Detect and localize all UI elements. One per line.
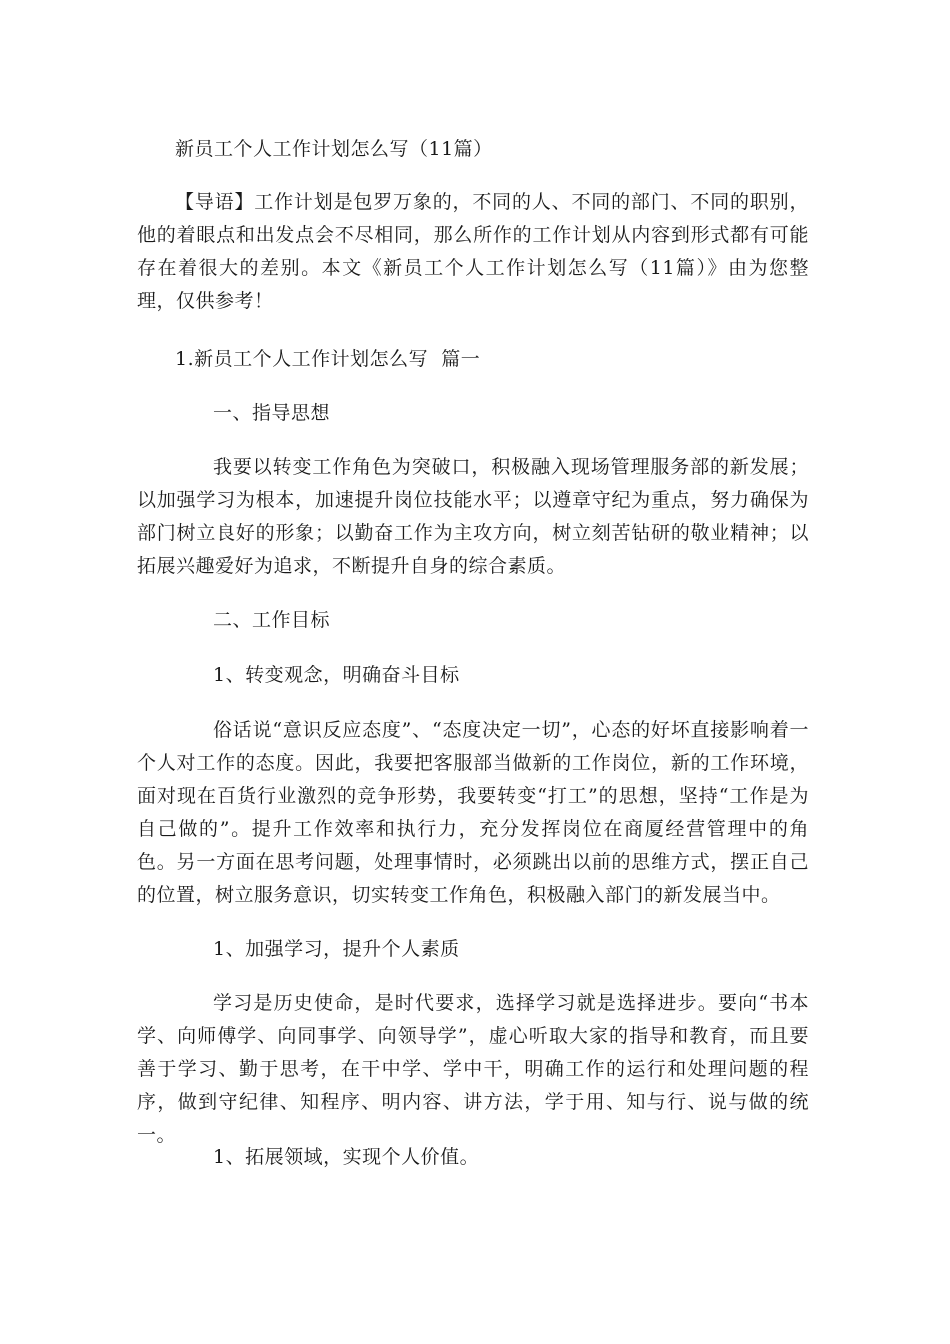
goal3-heading: 1、拓展领域，实现个人价值。 <box>213 1146 480 1168</box>
intro-paragraph: 【导语】工作计划是包罗万象的，不同的人、不同的部门、不同的职别，他的着眼点和出发点会不尽相同，那么所作的工作计划从内容到形式都有可能存在着很大的差别。本文《新员工个人工作计划怎么写（11篇）》由为您整理，仅供参考！ <box>137 191 809 312</box>
goal2-body-paragraph: 学习是历史使命，是时代要求，选择学习就是选择进步。要向“书本学、向师傅学、向同事学、向领导学”，虚心听取大家的指导和教育，而且要善于学习、勤于思考，在干中学、学中干，明确工作的运行和处理问题的程序，做到守纪律、知程序、明内容、讲方法，学于用、知与行、说与做的统一。 <box>137 992 809 1146</box>
part2-heading: 二、工作目标 <box>213 609 331 631</box>
document-title: 新员工个人工作计划怎么写（11篇） <box>175 138 493 160</box>
goal2-heading: 1、加强学习，提升个人素质 <box>213 938 460 960</box>
part1-heading: 一、指导思想 <box>213 402 331 424</box>
section-heading: 1.新员工个人工作计划怎么写 篇一 <box>175 348 481 370</box>
goal1-body-paragraph: 俗话说“意识反应态度”、“态度决定一切”，心态的好坏直接影响着一个人对工作的态度。因此，我要把客服部当做新的工作岗位，新的工作环境，面对现在百货行业激烈的竞争形势，我要转变“打工”的思想，坚持“工作是为自己做的”。提升工作效率和执行力，充分发挥岗位在商厦经营管理中的角色。另一方面在思考问题，处理事情时，必须跳出以前的思维方式，摆正自己的位置，树立服务意识，切实转变工作角色，积极融入部门的新发展当中。 <box>137 719 809 906</box>
goal1-heading: 1、转变观念，明确奋斗目标 <box>213 664 460 686</box>
part1-body-paragraph: 我要以转变工作角色为突破口，积极融入现场管理服务部的新发展；以加强学习为根本，加速提升岗位技能水平；以遵章守纪为重点，努力确保为部门树立良好的形象；以勤奋工作为主攻方向，树立刻苦钻研的敬业精神；以拓展兴趣爱好为追求，不断提升自身的综合素质。 <box>137 456 809 577</box>
